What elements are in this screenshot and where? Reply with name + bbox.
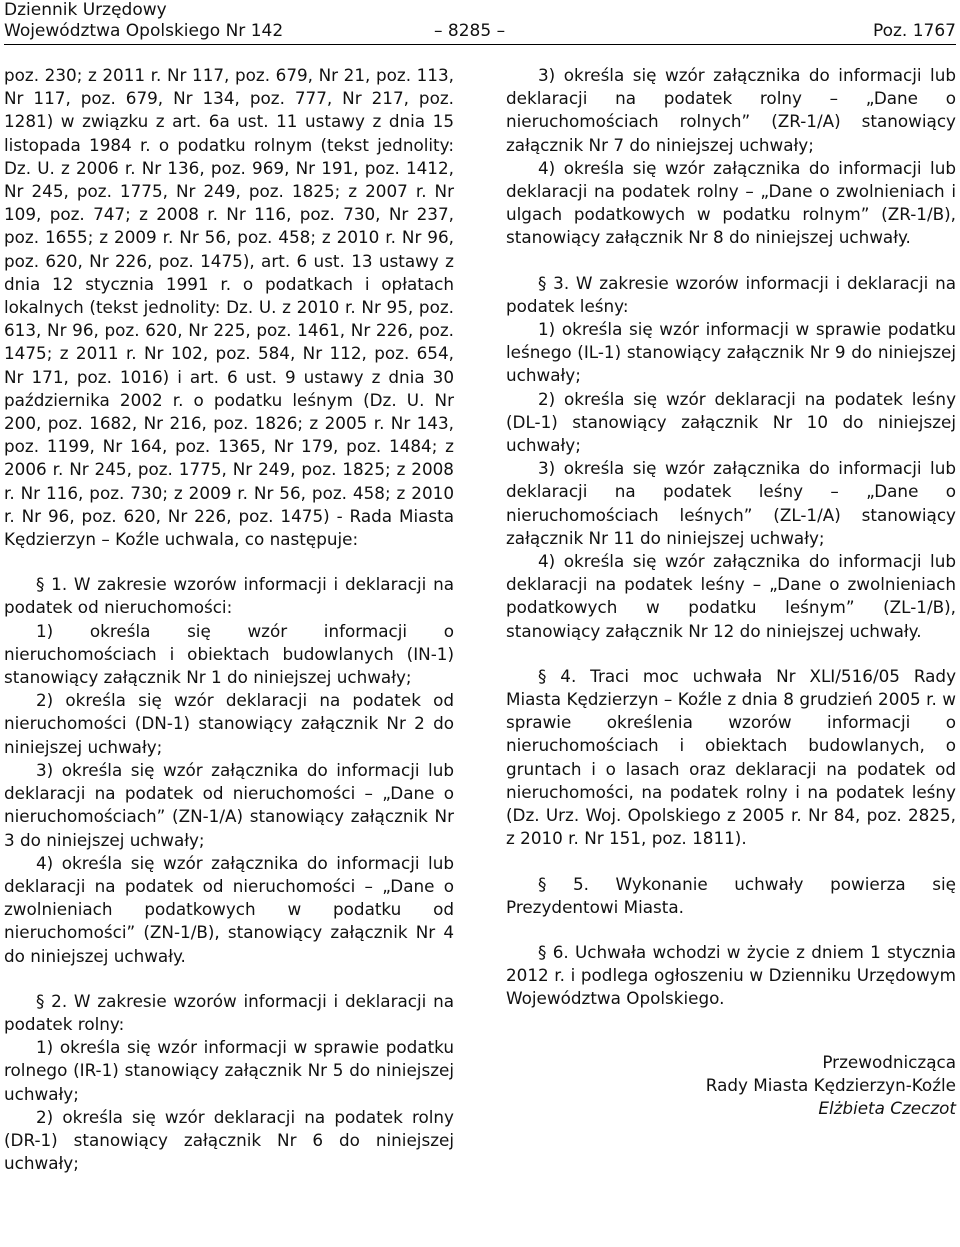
position-number: Poz. 1767 <box>872 21 956 41</box>
section-3-item-2: 2) określa się wzór deklaracji na podatek leśny (DL-1) stanowiący załącznik Nr 10 do niniejszej uchwały; <box>506 388 956 456</box>
section-2-item-4: 4) określa się wzór załącznika do informacji lub deklaracji na podatek rolny – „Dane o zwolnieniach i ulgach podatkowych w podatku rolnym” (ZR-1/B), stanowiący załącznik Nr 8 do niniejszej uchwały. <box>506 157 956 248</box>
journal-title: Dziennik Urzędowy <box>4 0 167 20</box>
signature-name: Elżbieta Czeczot <box>818 1097 956 1118</box>
section-3-item-3: 3) określa się wzór załącznika do informacji lub deklaracji na podatek leśny – „Dane o nieruchomościach leśnych” (ZL-1/A) stanowiący załącznik Nr 11 do niniejszej uchwały; <box>506 458 956 548</box>
page-header <box>4 0 956 45</box>
section-2-item-1: 1) określa się wzór informacji w sprawie podatku rolnego (IR-1) stanowiący załącznik Nr 5 do niniejszej uchwały; <box>4 1037 454 1104</box>
signature-role: Przewodnicząca <box>822 1051 956 1072</box>
section-3-item-1: 1) określa się wzór informacji w sprawie podatku leśnego (IL-1) stanowiący załącznik Nr 9 do niniejszej uchwały; <box>506 319 956 386</box>
section-1-item-1: 1) określa się wzór informacji o nieruchomościach i obiektach budowlanych (IN-1) stanowiący załącznik Nr 1 do niniejszej uchwały; <box>4 620 454 688</box>
section-2-item-2: 2) określa się wzór deklaracji na podatek rolny (DR-1) stanowiący załącznik Nr 6 do niniejszej uchwały; <box>4 1106 454 1174</box>
right-column <box>506 64 956 1120</box>
section-5-paragraph: § 5. Wykonanie uchwały powierza się Prezydentowi Miasta. <box>506 873 956 917</box>
section-1-item-2: 2) określa się wzór deklaracji na podatek od nieruchomości (DN-1) stanowiący załącznik Nr 2 do niniejszej uchwały; <box>4 690 454 757</box>
journal-issue: Województwa Opolskiego Nr 142 <box>4 21 284 41</box>
page-number: – 8285 – <box>434 21 506 41</box>
section-2-heading: § 2. W zakresie wzorów informacji i deklaracji na podatek rolny: <box>4 990 454 1034</box>
left-column <box>4 64 454 1175</box>
section-6-paragraph: § 6. Uchwała wchodzi w życie z dniem 1 stycznia 2012 r. i podlega ogłoszeniu w Dzienniku Urzędowym Województwa Opolskiego. <box>506 941 956 1009</box>
section-3-heading: § 3. W zakresie wzorów informacji i deklaracji na podatek leśny: <box>506 272 956 316</box>
section-1-item-4: 4) określa się wzór załącznika do informacji lub deklaracji na podatek od nieruchomości – „Dane o zwolnieniach podatkowych w podatku od nieruchomości” (ZN-1/B), stanowiący załącznik Nr 4 do niniejszej uchwały. <box>4 852 454 966</box>
section-4-paragraph: § 4. Traci moc uchwała Nr XLI/516/05 Rady Miasta Kędzierzyn – Koźle z dnia 8 grudzień 2005 r. w sprawie określenia wzorów informacji o nieruchomościach i obiektach budowlanych, o gruntach i o lasach oraz deklaracji na podatek od nieruchomości, na podatek rolny i na podatek leśny (Dz. Urz. Woj. Opolskiego z 2005 r. Nr 84, poz. 2825, z 2010 r. Nr 151, poz. 1811). <box>506 665 956 849</box>
section-2-item-3: 3) określa się wzór załącznika do informacji lub deklaracji na podatek rolny – „Dane o nieruchomościach rolnych” (ZR-1/A) stanowiący załącznik Nr 7 do niniejszej uchwały; <box>506 65 956 155</box>
section-1-item-3: 3) określa się wzór załącznika do informacji lub deklaracji na podatek od nieruchomości – „Dane o nieruchomościach” (ZN-1/A) stanowiący załącznik Nr 3 do niniejszej uchwały; <box>4 759 454 850</box>
signature-body: Rady Miasta Kędzierzyn-Koźle <box>705 1074 956 1095</box>
section-3-item-4: 4) określa się wzór załącznika do informacji lub deklaracji na podatek leśny – „Dane o zwolnieniach podatkowych w podatku leśnym” (ZL-1/B), stanowiący załącznik Nr 12 do niniejszej uchwały. <box>506 551 956 641</box>
section-1-heading: § 1. W zakresie wzorów informacji i deklaracji na podatek od nieruchomości: <box>4 574 454 618</box>
legal-basis-paragraph: poz. 230; z 2011 r. Nr 117, poz. 679, Nr 21, poz. 113, Nr 117, poz. 679, Nr 134, poz. 777, Nr 217, poz. 1281) w związku z art. 6a ust. 11 ustawy z dnia 15 listopada 1984 r. o podatku rolnym (tekst jednolity: Dz. U. z 2006 r. Nr 136, poz. 969, Nr 191, poz. 1412, Nr 245, poz. 1775, Nr 249, poz. 1825; z 2007 r. Nr 109, poz. 747; z 2008 r. Nr 116, poz. 730, Nr 237, poz. 1655; z 2009 r. Nr 56, poz. 458; z 2010 r. Nr 96, poz. 620, Nr 226, poz. 1475), art. 6 ust. 13 ustawy z dnia 12 stycznia 1991 r. o podatkach i opłatach lokalnych (tekst jednolity: Dz. U. z 2010 r. Nr 95, poz. 613, Nr 96, poz. 620, Nr 225, poz. 1461, Nr 226, poz. 1475; z 2011 r. Nr 102, poz. 584, Nr 112, poz. 654, Nr 171, poz. 1016) i art. 6 ust. 9 ustawy z dnia 30 października 2002 r. o podatku leśnym (Dz. U. Nr 200, poz. 1682, Nr 216, poz. 1826; z 2005 r. Nr 143, poz. 1199, Nr 164, poz. 1365, Nr 179, poz. 1484; z 2006 r. Nr 245, poz. 1775, Nr 249, poz. 1825; z 2008 r. Nr 116, poz. 730; z 2009 r. Nr 56, poz. 458; z 2010 r. Nr 96, poz. 620, Nr 226, poz. 1475) - Rada Miasta Kędzierzyn – Koźle uchwala, co następuje: <box>4 65 454 550</box>
signature-block <box>506 1051 956 1121</box>
